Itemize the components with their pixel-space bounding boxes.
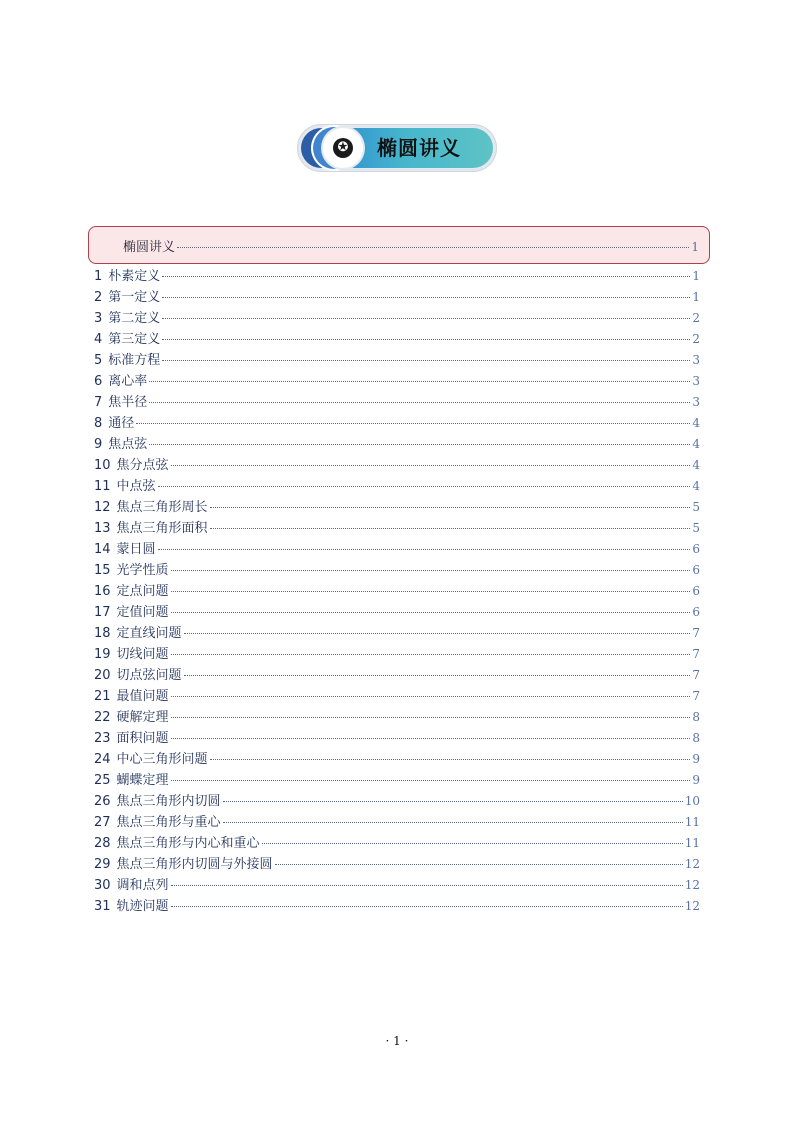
toc-entry-label: 第一定义 xyxy=(108,290,161,305)
toc-entry-page: 5 xyxy=(692,500,700,514)
toc-entry[interactable] xyxy=(88,413,710,434)
toc-header-page: 1 xyxy=(691,240,699,254)
toc-entry-label: 焦点三角形内切圆与外接圆 xyxy=(116,857,273,872)
toc-entry[interactable] xyxy=(88,266,710,287)
dot-leader xyxy=(136,423,690,424)
toc-entry-number: 4 xyxy=(94,332,103,347)
dot-leader xyxy=(162,297,690,298)
toc-entry-page: 4 xyxy=(692,416,700,430)
dot-leader xyxy=(149,444,690,445)
toc-entry-label: 轨迹问题 xyxy=(116,899,169,914)
toc-entry[interactable] xyxy=(88,665,710,686)
toc-header-entry[interactable] xyxy=(123,237,699,258)
toc-entry[interactable] xyxy=(88,308,710,329)
toc-entry-label: 焦点三角形内切圆 xyxy=(116,794,221,809)
toc-entry-page: 11 xyxy=(684,836,700,850)
toc-entry-page: 9 xyxy=(692,752,700,766)
toc-entry-label: 中心三角形问题 xyxy=(116,752,208,767)
toc-entry-label: 定值问题 xyxy=(116,605,169,620)
toc-entry-label: 光学性质 xyxy=(116,563,169,578)
toc-entry[interactable] xyxy=(88,854,710,875)
toc-entry-number: 24 xyxy=(94,752,111,767)
toc-entry[interactable] xyxy=(88,749,710,770)
dot-leader xyxy=(171,906,683,907)
dot-leader xyxy=(184,675,690,676)
toc-entry-number: 20 xyxy=(94,668,111,683)
toc-entry[interactable] xyxy=(88,392,710,413)
toc-entry-number: 28 xyxy=(94,836,111,851)
toc-entry[interactable] xyxy=(88,497,710,518)
toc-entry-page: 6 xyxy=(692,563,700,577)
toc-entry-number: 2 xyxy=(94,290,103,305)
toc-entry-number: 9 xyxy=(94,437,103,452)
toc-entry-page: 8 xyxy=(692,731,700,745)
toc-entry-label: 朴素定义 xyxy=(108,269,161,284)
toc-entry-page: 9 xyxy=(692,773,700,787)
toc-entry-label: 调和点列 xyxy=(116,878,169,893)
toc-entry-number: 13 xyxy=(94,521,111,536)
dot-leader xyxy=(162,318,690,319)
toc-entry-number: 21 xyxy=(94,689,111,704)
toc-entry-number: 11 xyxy=(94,479,111,494)
table-of-contents xyxy=(88,226,710,917)
toc-entry-page: 6 xyxy=(692,542,700,556)
toc-entry-label: 焦点三角形面积 xyxy=(116,521,208,536)
toc-entry[interactable] xyxy=(88,434,710,455)
toc-entry-page: 7 xyxy=(692,689,700,703)
toc-entry[interactable] xyxy=(88,707,710,728)
toc-entry-number: 26 xyxy=(94,794,111,809)
toc-entry[interactable] xyxy=(88,518,710,539)
toc-entry[interactable] xyxy=(88,350,710,371)
toc-entry[interactable] xyxy=(88,728,710,749)
toc-entry[interactable] xyxy=(88,602,710,623)
toc-entry-number: 29 xyxy=(94,857,111,872)
toc-entry-number: 18 xyxy=(94,626,111,641)
toc-entry-number: 25 xyxy=(94,773,111,788)
toc-entry-label: 切点弦问题 xyxy=(116,668,182,683)
toc-entry-label: 第三定义 xyxy=(108,332,161,347)
toc-entry-page: 4 xyxy=(692,437,700,451)
toc-entry-page: 5 xyxy=(692,521,700,535)
toc-entry-label: 焦点弦 xyxy=(108,437,148,452)
dot-leader xyxy=(162,360,690,361)
toc-entry-number: 12 xyxy=(94,500,111,515)
toc-entry-number: 7 xyxy=(94,395,103,410)
toc-entry-page: 11 xyxy=(684,815,700,829)
toc-entry-number: 10 xyxy=(94,458,111,473)
dot-leader xyxy=(171,591,690,592)
toc-entry-number: 31 xyxy=(94,899,111,914)
toc-entry[interactable] xyxy=(88,791,710,812)
toc-entry[interactable] xyxy=(88,581,710,602)
toc-entry-number: 16 xyxy=(94,584,111,599)
toc-entry[interactable] xyxy=(88,770,710,791)
toc-entry-page: 12 xyxy=(684,878,700,892)
toc-entry-page: 3 xyxy=(692,374,700,388)
dot-leader xyxy=(223,801,683,802)
toc-entry-page: 1 xyxy=(692,269,700,283)
toc-entry-page: 3 xyxy=(692,395,700,409)
toc-entry-page: 7 xyxy=(692,647,700,661)
toc-entry-page: 2 xyxy=(692,311,700,325)
toc-entry-page: 12 xyxy=(684,899,700,913)
dot-leader xyxy=(171,465,690,466)
toc-entry-number: 5 xyxy=(94,353,103,368)
toc-entry-label: 定直线问题 xyxy=(116,626,182,641)
toc-entry[interactable] xyxy=(88,896,710,917)
dot-leader xyxy=(210,759,690,760)
dot-leader xyxy=(171,612,690,613)
toc-entry-label: 定点问题 xyxy=(116,584,169,599)
toc-entry-number: 17 xyxy=(94,605,111,620)
dot-leader xyxy=(171,696,690,697)
dot-leader xyxy=(158,549,690,550)
dot-leader xyxy=(162,339,690,340)
dot-leader xyxy=(223,822,683,823)
toc-entry-number: 23 xyxy=(94,731,111,746)
toc-entry[interactable] xyxy=(88,560,710,581)
document-title: 椭圆讲义 xyxy=(377,136,461,160)
toc-entry-label: 第二定义 xyxy=(108,311,161,326)
toc-entry-label: 焦点三角形与内心和重心 xyxy=(116,836,260,851)
toc-entry-page: 8 xyxy=(692,710,700,724)
toc-entry-label: 最值问题 xyxy=(116,689,169,704)
toc-entry-number: 6 xyxy=(94,374,103,389)
toc-entry[interactable] xyxy=(88,287,710,308)
toc-entry-label: 面积问题 xyxy=(116,731,169,746)
toc-entry-number: 1 xyxy=(94,269,103,284)
toc-entry-list xyxy=(88,266,710,917)
toc-entry-label: 焦点三角形与重心 xyxy=(116,815,221,830)
toc-entry-number: 3 xyxy=(94,311,103,326)
dot-leader xyxy=(275,864,683,865)
toc-entry[interactable] xyxy=(88,812,710,833)
toc-entry-page: 6 xyxy=(692,584,700,598)
star-badge-icon: ✪ xyxy=(333,138,353,158)
toc-entry-page: 4 xyxy=(692,458,700,472)
toc-entry-page: 6 xyxy=(692,605,700,619)
toc-entry-number: 27 xyxy=(94,815,111,830)
dot-leader xyxy=(149,381,690,382)
toc-entry-page: 3 xyxy=(692,353,700,367)
toc-entry-label: 焦半径 xyxy=(108,395,148,410)
dot-leader xyxy=(262,843,683,844)
toc-entry-page: 7 xyxy=(692,626,700,640)
dot-leader xyxy=(171,654,690,655)
dot-leader xyxy=(162,276,690,277)
toc-entry-page: 1 xyxy=(692,290,700,304)
dot-leader xyxy=(210,528,690,529)
page-footer-number: · 1 · xyxy=(385,1034,409,1048)
toc-entry-page: 10 xyxy=(684,794,700,808)
toc-entry-number: 14 xyxy=(94,542,111,557)
toc-entry-label: 切线问题 xyxy=(116,647,169,662)
toc-entry[interactable] xyxy=(88,539,710,560)
dot-leader xyxy=(184,633,690,634)
dot-leader xyxy=(158,486,690,487)
toc-entry[interactable] xyxy=(88,329,710,350)
toc-entry-label: 硬解定理 xyxy=(116,710,169,725)
toc-entry[interactable] xyxy=(88,833,710,854)
toc-entry[interactable] xyxy=(88,686,710,707)
toc-header-label: 椭圆讲义 xyxy=(123,240,176,255)
toc-entry[interactable] xyxy=(88,371,710,392)
toc-entry[interactable] xyxy=(88,875,710,896)
dot-leader xyxy=(171,738,690,739)
toc-entry-label: 中点弦 xyxy=(116,479,156,494)
toc-entry-number: 8 xyxy=(94,416,103,431)
dot-leader xyxy=(149,402,690,403)
toc-entry-label: 蝴蝶定理 xyxy=(116,773,169,788)
toc-entry-number: 19 xyxy=(94,647,111,662)
toc-entry-number: 15 xyxy=(94,563,111,578)
toc-entry-page: 2 xyxy=(692,332,700,346)
toc-entry[interactable] xyxy=(88,644,710,665)
toc-header-box xyxy=(88,226,710,264)
dot-leader xyxy=(171,570,690,571)
toc-entry[interactable] xyxy=(88,455,710,476)
toc-entry-page: 7 xyxy=(692,668,700,682)
toc-entry[interactable] xyxy=(88,476,710,497)
toc-entry-label: 离心率 xyxy=(108,374,148,389)
dot-leader xyxy=(171,780,690,781)
toc-entry-label: 蒙日圆 xyxy=(116,542,156,557)
toc-entry[interactable] xyxy=(88,623,710,644)
toc-entry-label: 标准方程 xyxy=(108,353,161,368)
toc-entry-label: 焦点三角形周长 xyxy=(116,500,208,515)
dot-leader xyxy=(171,717,690,718)
title-banner xyxy=(297,124,497,172)
toc-entry-page: 4 xyxy=(692,479,700,493)
toc-entry-label: 通径 xyxy=(108,416,135,431)
toc-entry-page: 12 xyxy=(684,857,700,871)
toc-entry-label: 焦分点弦 xyxy=(116,458,169,473)
toc-entry-number: 30 xyxy=(94,878,111,893)
dot-leader xyxy=(210,507,690,508)
dot-leader xyxy=(171,885,683,886)
dot-leader xyxy=(177,247,689,248)
toc-entry-number: 22 xyxy=(94,710,111,725)
